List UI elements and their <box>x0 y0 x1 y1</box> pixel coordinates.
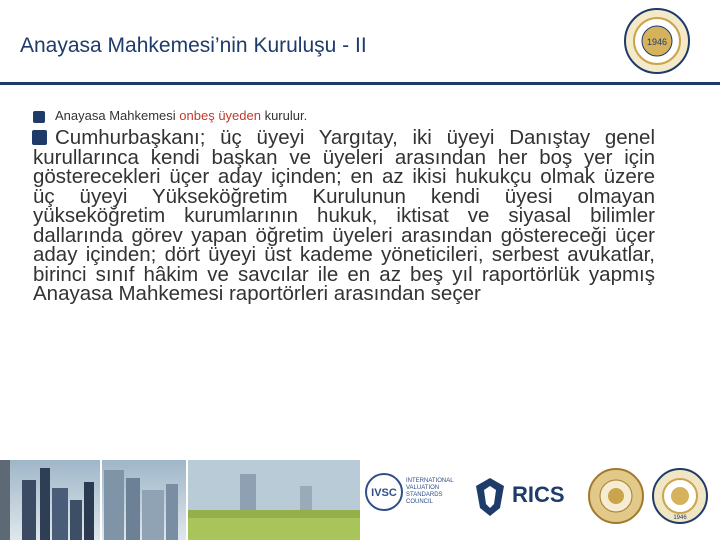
seal-year: 1946 <box>646 37 668 47</box>
rics-emblem-icon <box>470 474 510 520</box>
page-title: Anayasa Mahkemesi’nin Kuruluşu - II <box>20 34 367 57</box>
university-seal-logo <box>624 8 690 74</box>
bullet-1-suffix: kurulur. <box>260 108 308 123</box>
bullet-item-1 <box>33 108 307 123</box>
ivsc-logo-text: IVSC <box>371 487 397 499</box>
rics-logo-text: RICS <box>512 482 565 507</box>
bullet-square-icon <box>32 130 47 145</box>
bullet-item-2 <box>33 128 655 304</box>
bullet-1-prefix: Anayasa Mahkemesi <box>55 108 180 123</box>
small-seal-year: 1946 <box>673 515 687 521</box>
ivsc-caption: INTERNATIONAL VALUATION STANDARDS COUNCIL <box>406 478 454 505</box>
ivsc-emblem-logo <box>364 470 404 520</box>
university-seal-small-gold <box>588 468 644 524</box>
title-divider <box>0 82 720 85</box>
bullet-2-text: Cumhurbaşkanı; üç üyeyi Yargıtay, iki üyeyi Danıştay genel kurullarınca kendi başkan ve üyeleri arasından her boş yer için gösterecekleri üçer aday içinden; en az ikisi hukukçu olmak üzere üç üyeyi Yükseköğretim Kurulunun kendi üyesi olmayan yükseköğretim kurumlarının hukuk, iktisat ve siyasal bilimler dallarında görev yapan öğretim üyeleri arasından göstereceği üçer aday içinden; dört üyeyi üst kademe yöneticileri, serbest avukatlar, birinci sınıf hâkim ve savcılar ile en az beş yıl raportörlük yapmış Anayasa Mahkemesi raportörleri arasından seçer <box>33 126 655 305</box>
bullet-1-highlight: onbeş üyeden <box>179 108 261 123</box>
footer-banner <box>0 460 720 540</box>
university-seal-small-blue <box>652 468 708 524</box>
cityscape-image <box>0 460 360 540</box>
bullet-square-icon <box>33 111 45 123</box>
